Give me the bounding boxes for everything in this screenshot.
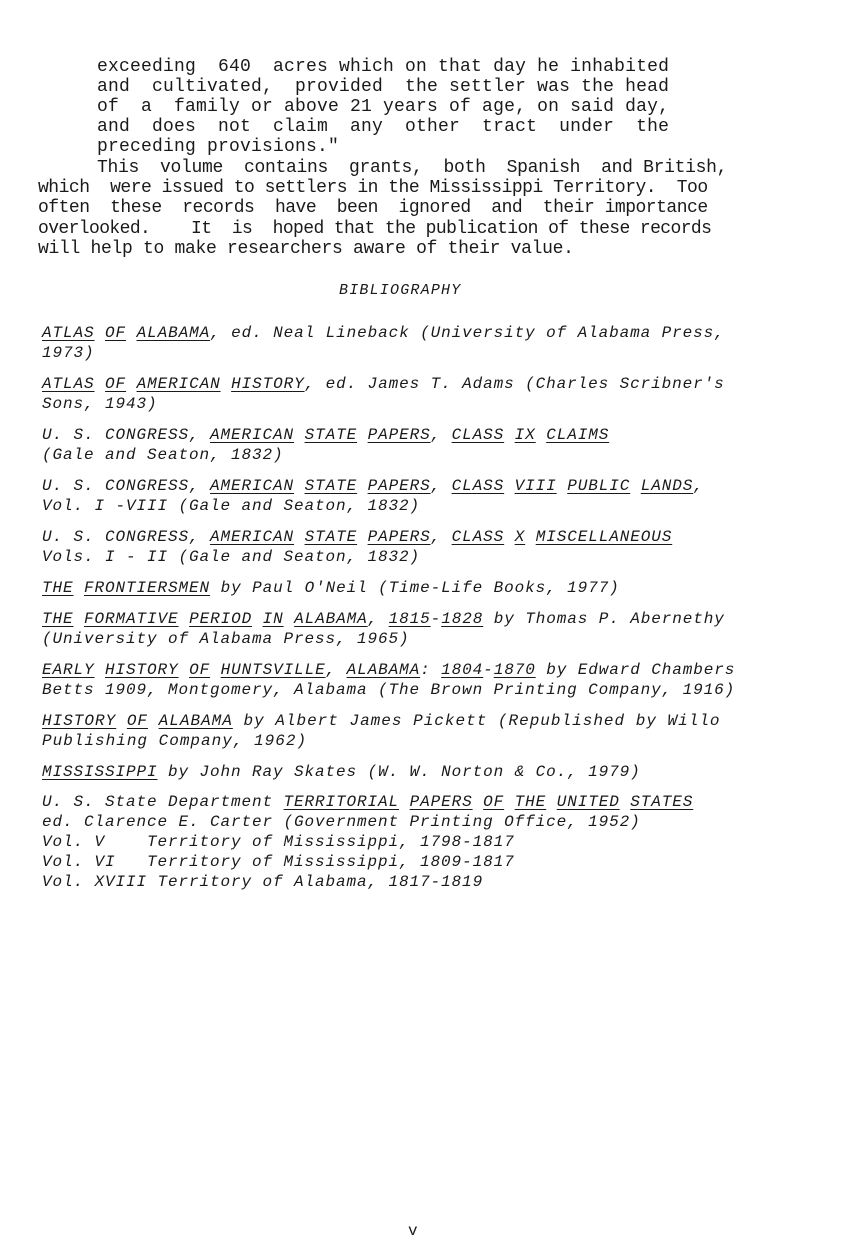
citation-text: [148, 712, 159, 730]
bibliography-entry: [42, 323, 725, 363]
underlined-title-word: OF: [105, 324, 127, 342]
underlined-title-word: MISCELLANEOUS: [535, 528, 673, 546]
citation-text: [294, 528, 305, 546]
body-line-6: This volume contains grants, both Spanish and British,: [97, 158, 728, 178]
underlined-title-word: TERRITORIAL: [283, 793, 400, 811]
underlined-title-word: PAPERS: [367, 477, 431, 495]
underlined-title-word: OF: [189, 661, 211, 679]
underlined-title-word: HUNTSVILLE: [220, 661, 326, 679]
underlined-title-word: THE: [42, 610, 74, 628]
bibliography-entry-line: [42, 445, 609, 465]
body-line-2: and cultivated, provided the settler was the head: [97, 77, 670, 97]
underlined-title-word: PUBLIC: [567, 477, 631, 495]
underlined-title-word: AMERICAN: [210, 477, 295, 495]
bibliography-entry-line: [42, 872, 693, 892]
citation-text: U. S. CONGRESS,: [42, 426, 211, 444]
bibliography-entry-line: [42, 609, 725, 629]
bibliography-entry: [42, 527, 672, 567]
citation-text: [525, 528, 536, 546]
citation-text: Vols. I - II (Gale and Seaton, 1832): [42, 548, 421, 566]
citation-text: [546, 793, 557, 811]
bibliography-entry: [42, 792, 693, 892]
citation-text: [74, 579, 85, 597]
underlined-title-word: AMERICAN: [136, 375, 221, 393]
bibliography-entry-line: [42, 812, 693, 832]
bibliography-entry: [42, 425, 609, 465]
bibliography-entry-line: [42, 680, 735, 700]
bibliography-entry: [42, 762, 641, 782]
bibliography-entry: [42, 578, 620, 598]
bibliography-entry-line: [42, 374, 725, 394]
bibliography-heading: BIBLIOGRAPHY: [339, 282, 462, 299]
bibliography-entry-line: [42, 323, 725, 343]
underlined-title-word: AMERICAN: [210, 528, 295, 546]
citation-text: [95, 661, 106, 679]
underlined-title-word: PAPERS: [409, 793, 473, 811]
underlined-title-word: CLASS: [451, 477, 505, 495]
citation-text: [504, 477, 515, 495]
citation-text: [504, 793, 515, 811]
citation-text: Vol. XVIII Territory of Alabama, 1817-1819: [42, 873, 484, 891]
underlined-title-word: THE: [514, 793, 547, 811]
citation-text: [620, 793, 631, 811]
citation-text: U. S. CONGRESS,: [42, 528, 211, 546]
citation-text: [210, 661, 221, 679]
body-line-7: which were issued to settlers in the Mississippi Territory. Too: [38, 178, 708, 198]
citation-text: [294, 477, 305, 495]
citation-text: [179, 610, 190, 628]
underlined-title-word: ALABAMA: [136, 324, 211, 342]
underlined-title-word: OF: [105, 375, 127, 393]
bibliography-entry-line: [42, 731, 721, 751]
citation-text: [357, 477, 368, 495]
body-line-5: preceding provisions.": [97, 137, 340, 157]
citation-text: Vol. V Territory of Mississippi, 1798-1817: [42, 833, 515, 851]
bibliography-entry-line: [42, 629, 725, 649]
underlined-title-word: STATE: [304, 477, 358, 495]
underlined-title-word: FORMATIVE: [84, 610, 179, 628]
underlined-title-word: OF: [483, 793, 505, 811]
citation-text: , ed. Neal Lineback (University of Alabama Press,: [210, 324, 725, 342]
citation-text: [116, 712, 127, 730]
citation-text: by Thomas P. Abernethy: [483, 610, 725, 628]
bibliography-entry-line: [42, 343, 725, 363]
citation-text: ,: [693, 477, 704, 495]
citation-text: [473, 793, 484, 811]
underlined-title-word: CLASS: [451, 426, 505, 444]
bibliography-entry-line: [42, 660, 735, 680]
underlined-title-word: PAPERS: [367, 426, 431, 444]
bibliography-entry-line: [42, 832, 693, 852]
citation-text: [221, 375, 232, 393]
page-number: v: [408, 1222, 418, 1240]
underlined-title-word: VIII: [514, 477, 557, 495]
bibliography-entry: [42, 374, 725, 414]
citation-text: ed. Clarence E. Carter (Government Printing Office, 1952): [42, 813, 641, 831]
citation-text: [357, 426, 368, 444]
citation-text: [294, 426, 305, 444]
citation-text: Vol. I -VIII (Gale and Seaton, 1832): [42, 497, 421, 515]
bibliography-entry-line: [42, 711, 721, 731]
citation-text: [179, 661, 190, 679]
underlined-title-word: PERIOD: [189, 610, 253, 628]
underlined-title-word: ATLAS: [42, 324, 95, 342]
bibliography-entry-line: [42, 852, 693, 872]
citation-text: , ed. James T. Adams (Charles Scribner's: [304, 375, 725, 393]
underlined-title-word: ALABAMA: [158, 712, 233, 730]
bibliography-entry-line: [42, 476, 704, 496]
bibliography-entry-line: [42, 578, 620, 598]
underlined-title-word: FRONTIERSMEN: [84, 579, 211, 597]
citation-text: ,: [325, 661, 347, 679]
citation-text: [630, 477, 641, 495]
bibliography-entry: [42, 711, 721, 751]
citation-text: Vol. VI Territory of Mississippi, 1809-1817: [42, 853, 515, 871]
body-line-3: of a family or above 21 years of age, on said day,: [97, 97, 670, 117]
underlined-title-word: OF: [126, 712, 149, 730]
bibliography-entry: [42, 660, 735, 700]
underlined-title-word: HISTORY: [231, 375, 305, 393]
bibliography-entry-line: [42, 496, 704, 516]
citation-text: 1973): [42, 344, 95, 362]
citation-text: -: [430, 610, 442, 628]
underlined-title-word: PAPERS: [367, 528, 431, 546]
citation-text: Betts 1909, Montgomery, Alabama (The Brown Printing Company, 1916): [42, 681, 736, 699]
underlined-title-word: IN: [262, 610, 284, 628]
bibliography-entry-line: [42, 394, 725, 414]
citation-text: [536, 426, 547, 444]
citation-text: [557, 477, 568, 495]
citation-text: -: [483, 661, 494, 679]
underlined-title-word: CLASS: [451, 528, 505, 546]
bibliography-entry-line: [42, 547, 672, 567]
body-line-1: exceeding 640 acres which on that day he inhabited: [97, 57, 670, 77]
citation-text: U. S. CONGRESS,: [42, 477, 211, 495]
citation-text: ,: [430, 426, 452, 444]
citation-text: U. S. State Department: [42, 793, 284, 811]
citation-text: [504, 528, 515, 546]
citation-text: by John Ray Skates (W. W. Norton & Co., 1979): [157, 763, 641, 781]
citation-text: [74, 610, 85, 628]
citation-text: :: [420, 661, 442, 679]
underlined-title-word: HISTORY: [105, 661, 179, 679]
citation-text: [399, 793, 410, 811]
underlined-title-word: THE: [42, 579, 74, 597]
underlined-title-word: ATLAS: [42, 375, 95, 393]
bibliography-entry-line: [42, 425, 609, 445]
underlined-title-word: EARLY: [42, 661, 95, 679]
citation-text: [284, 610, 295, 628]
bibliography-entry: [42, 609, 725, 649]
body-line-4: and does not claim any other tract under the: [97, 117, 670, 137]
citation-text: ,: [367, 610, 389, 628]
underlined-title-word: HISTORY: [42, 712, 117, 730]
bibliography-entry-line: [42, 527, 672, 547]
citation-text: [252, 610, 263, 628]
underlined-title-word: ALABAMA: [294, 610, 368, 628]
citation-text: Sons, 1943): [42, 395, 158, 413]
underlined-title-word: MISSISSIPPI: [42, 763, 158, 781]
citation-text: [126, 375, 137, 393]
underlined-title-word: UNITED: [556, 793, 620, 811]
body-line-10: will help to make researchers aware of their value.: [38, 239, 574, 259]
underlined-title-word: X: [514, 528, 526, 546]
citation-text: [504, 426, 515, 444]
citation-text: [95, 324, 106, 342]
underlined-title-word: CLAIMS: [546, 426, 610, 444]
underlined-title-word: STATES: [630, 793, 694, 811]
underlined-title-word: ALABAMA: [346, 661, 421, 679]
bibliography-entry-line: [42, 792, 693, 812]
underlined-title-word: 1804: [441, 661, 484, 679]
underlined-title-word: STATE: [304, 528, 358, 546]
underlined-title-word: LANDS: [640, 477, 694, 495]
citation-text: (University of Alabama Press, 1965): [42, 630, 410, 648]
bibliography-entry-line: [42, 762, 641, 782]
underlined-title-word: 1815: [388, 610, 431, 628]
citation-text: ,: [430, 528, 452, 546]
underlined-title-word: AMERICAN: [210, 426, 295, 444]
bibliography-entry: [42, 476, 704, 516]
citation-text: Publishing Company, 1962): [42, 732, 308, 750]
body-line-9: overlooked. It is hoped that the publication of these records: [38, 219, 712, 239]
underlined-title-word: 1870: [493, 661, 536, 679]
underlined-title-word: STATE: [304, 426, 358, 444]
citation-text: by Paul O'Neil (Time-Life Books, 1977): [210, 579, 620, 597]
citation-text: [95, 375, 106, 393]
citation-text: [126, 324, 137, 342]
citation-text: [357, 528, 368, 546]
underlined-title-word: IX: [514, 426, 536, 444]
underlined-title-word: 1828: [441, 610, 484, 628]
citation-text: by Albert James Pickett (Republished by Willo: [232, 712, 721, 730]
citation-text: (Gale and Seaton, 1832): [42, 446, 284, 464]
body-line-8: often these records have been ignored and their importance: [38, 198, 708, 218]
citation-text: by Edward Chambers: [535, 661, 736, 679]
citation-text: ,: [430, 477, 452, 495]
